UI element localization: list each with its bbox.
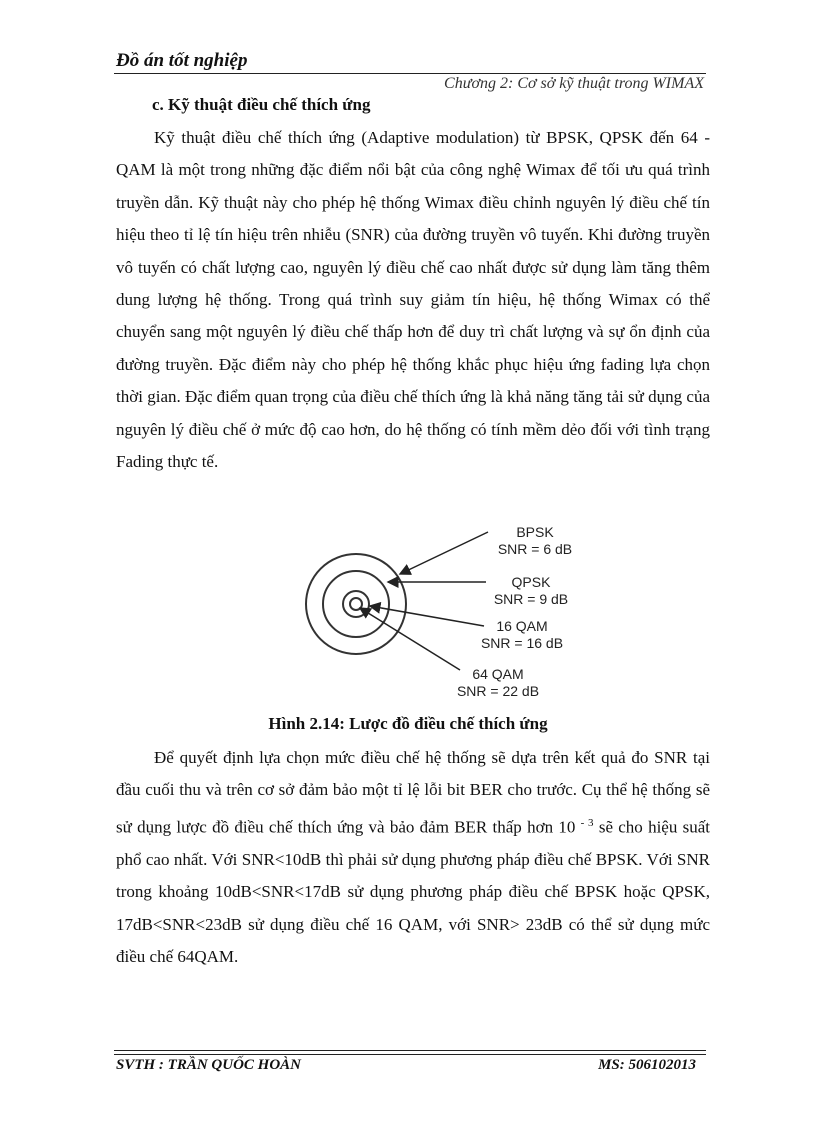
- footer-student-name: SVTH : TRẦN QUỐC HOÀN: [116, 1057, 302, 1073]
- label-64qam-snr: SNR = 22 dB: [456, 683, 540, 699]
- label-qpsk-name: QPSK: [511, 574, 551, 590]
- chapter-label: Chương 2: Cơ sở kỹ thuật trong WIMAX: [444, 75, 704, 92]
- label-qpsk-snr: SNR = 9 dB: [493, 591, 569, 607]
- ring-qpsk: [323, 571, 389, 637]
- paragraph-2-part-1: Để quyết định lựa chọn mức điều chế hệ thống sẽ dựa trên kết quả đo SNR tại đầu cuối thu và trên cơ sở đảm bảo một tỉ lệ lỗi bit BER cho trước. Cụ thể hệ thống sẽ sử dụng lược đồ điều chế thích ứng và bảo đảm BER thấp hơn 10: [116, 748, 710, 837]
- label-qpsk: [486, 574, 576, 608]
- arrow-64qam: [360, 608, 460, 670]
- paragraph-2-part-2: sẽ cho hiệu suất phổ cao nhất. Với SNR<10dB thì phải sử dụng phương pháp điều chế BPSK. Với SNR trong khoảng 10dB<SNR<17dB sử dụng phương pháp điều chế BPSK hoặc QPSK, 17dB<SNR<23dB sử dụng điều chế 16 QAM, với SNR> 23dB có thể sử dụng mức điều chế 64QAM.: [116, 817, 711, 967]
- modulation-diagram: [300, 522, 620, 707]
- ring-bpsk: [306, 554, 406, 654]
- footer-student-id: MS: 506102013: [598, 1057, 696, 1073]
- figure-caption: Hình 2.14: Lược đồ điều chế thích ứng: [268, 714, 548, 733]
- label-16qam-snr: SNR = 16 dB: [480, 635, 564, 651]
- label-bpsk-name: BPSK: [516, 524, 554, 540]
- arrow-bpsk: [400, 532, 488, 574]
- label-16qam: [472, 618, 572, 652]
- label-bpsk: [490, 524, 580, 558]
- document-header-title: Đồ án tốt nghiệp: [116, 50, 248, 71]
- ring-16qam: [343, 591, 369, 617]
- footer-divider-bottom: [114, 1054, 706, 1055]
- header-divider: [114, 73, 706, 74]
- body-paragraph-1: Kỹ thuật điều chế thích ứng (Adaptive modulation) từ BPSK, QPSK đến 64 - QAM là một trong những đặc điểm nổi bật của công nghệ Wimax để tối ưu quá trình truyền dẫn. Kỹ thuật này cho phép hệ thống Wimax điều chỉnh nguyên lý điều chế tín hiệu theo tỉ lệ tín hiệu trên nhiễu (SNR) của đường truyền vô tuyến. Khi đường truyền vô tuyến có chất lượng cao, nguyên lý điều chế cao nhất được sử dụng làm tăng thêm dung lượng hệ thống. Trong quá trình suy giảm tín hiệu, hệ thống Wimax có thể chuyển sang một nguyên lý điều chế thấp hơn để duy trì chất lượng và sự ổn định của đường truyền. Đặc điểm này cho phép hệ thống khắc phục hiệu ứng fading lựa chọn thời gian. Đặc điểm quan trọng của điều chế thích ứng là khả năng tăng tải sử dụng của nguyên lý điều chế ở mức độ cao hơn, do hệ thống có tính mềm dẻo đối với tình trạng Fading thực tế.: [116, 128, 710, 472]
- section-heading: c. Kỹ thuật điều chế thích ứng: [152, 95, 371, 114]
- label-64qam: [448, 666, 548, 700]
- body-paragraph-2: [116, 742, 710, 974]
- footer-divider-top: [114, 1050, 706, 1051]
- exponent: - 3: [580, 816, 594, 829]
- label-bpsk-snr: SNR = 6 dB: [497, 541, 573, 557]
- label-16qam-name: 16 QAM: [496, 618, 548, 634]
- label-64qam-name: 64 QAM: [472, 666, 524, 682]
